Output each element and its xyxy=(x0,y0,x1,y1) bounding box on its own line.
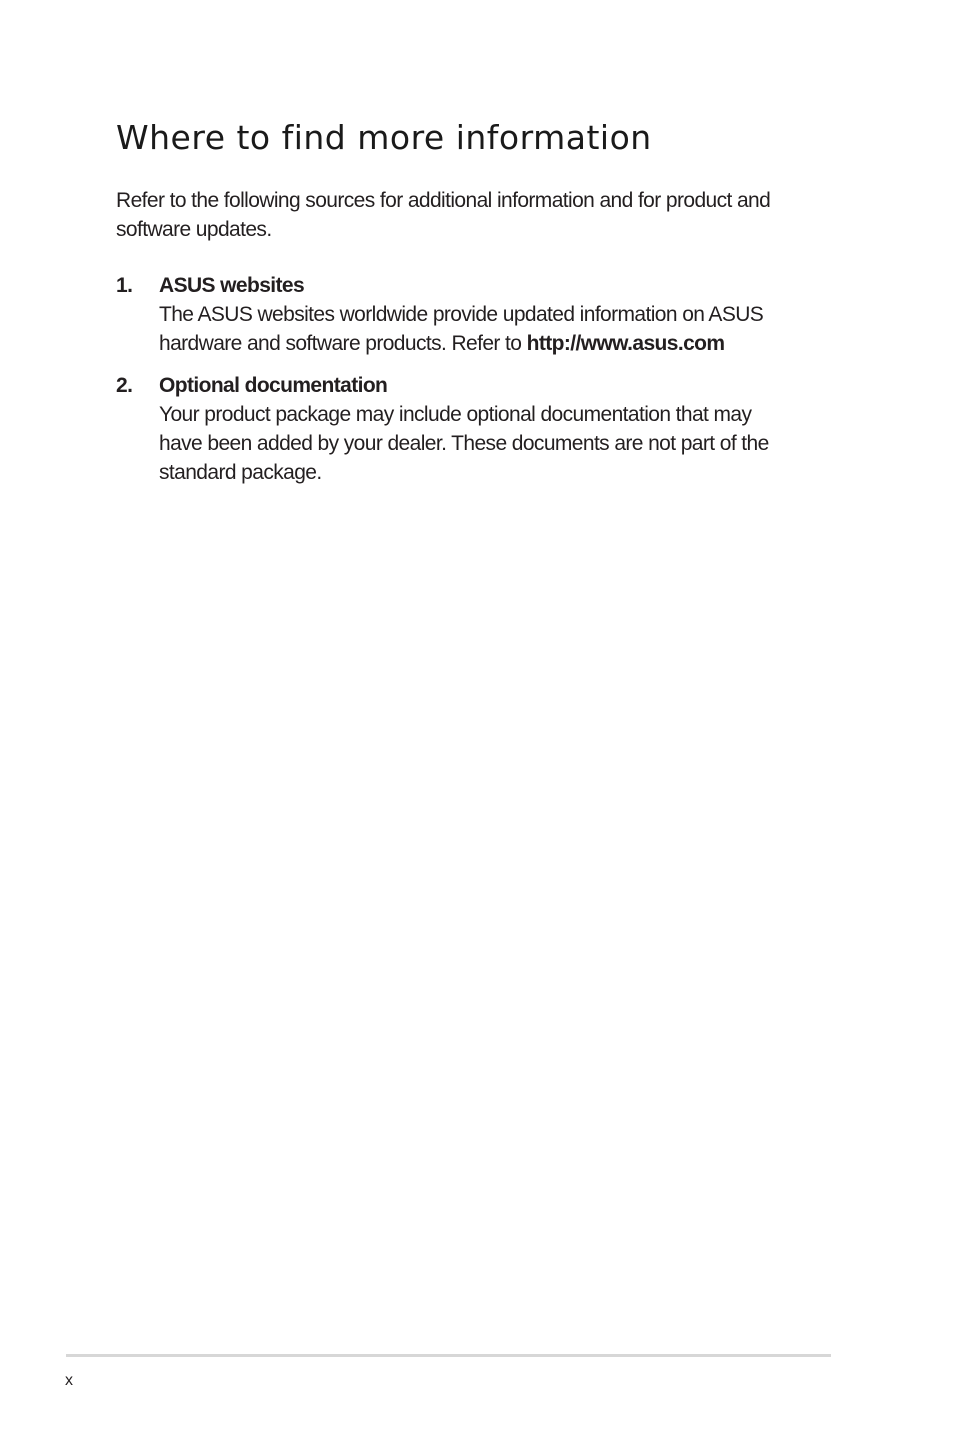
intro-paragraph: Refer to the following sources for additional information and for product and software updates. xyxy=(116,189,771,241)
page-title: Where to find more information xyxy=(116,118,652,157)
list-item-heading: Optional documentation xyxy=(159,374,388,397)
list-item-number: 2. xyxy=(116,374,133,397)
list-item-heading: ASUS websites xyxy=(159,274,305,297)
asus-website-link[interactable]: http://www.asus.com xyxy=(526,332,725,355)
list-item-body xyxy=(159,371,799,487)
list-item-asus-websites xyxy=(116,271,826,358)
list-item-number: 1. xyxy=(116,274,133,297)
footer-divider xyxy=(66,1354,831,1357)
list-item-body xyxy=(159,271,799,358)
list-item-optional-documentation xyxy=(116,371,826,487)
list-item-text: The ASUS websites worldwide provide updated information on ASUS hardware and software products. Refer to xyxy=(159,303,764,355)
page-number: x xyxy=(65,1372,73,1389)
list-item-text: Your product package may include optional documentation that may have been added by your dealer. These documents are not part of the standard package. xyxy=(159,403,769,484)
